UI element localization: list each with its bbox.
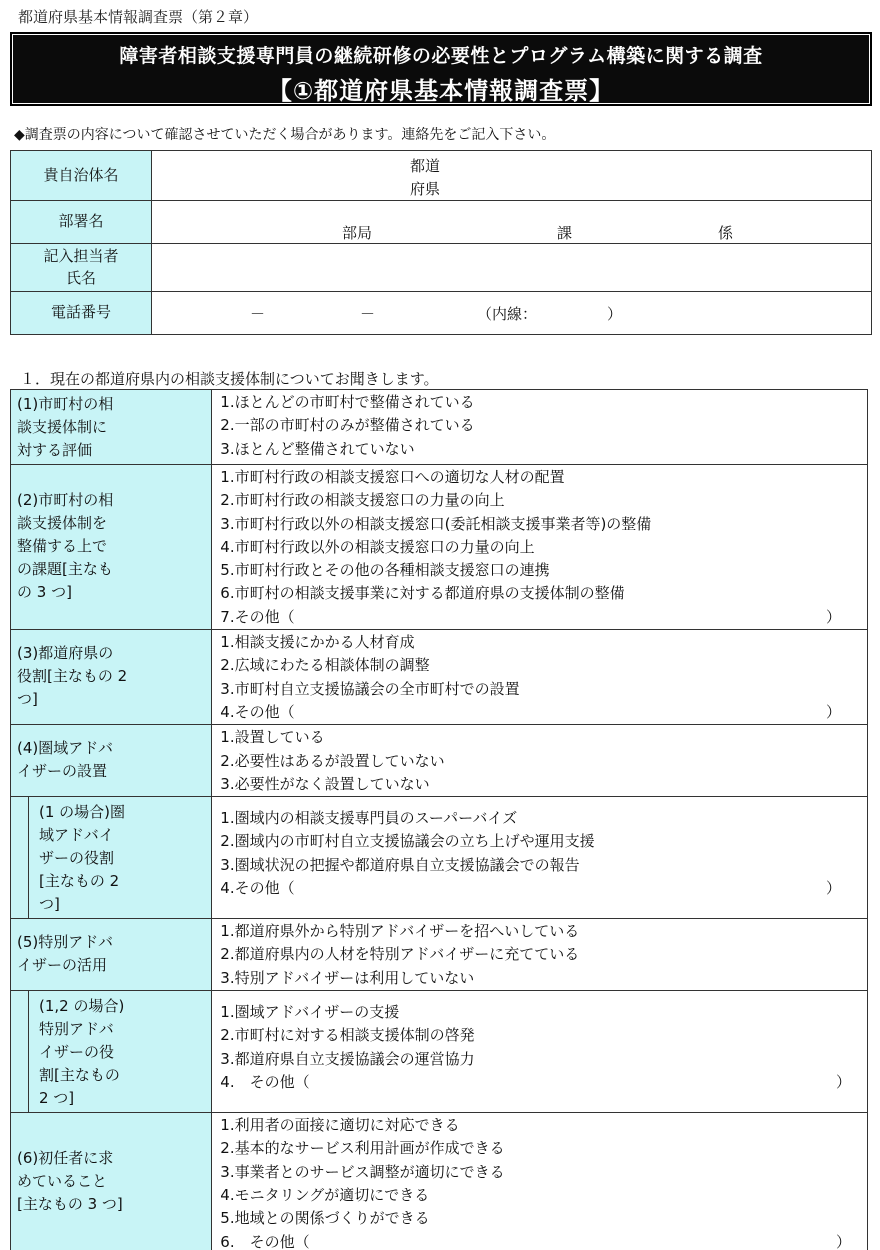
municipality-field[interactable] <box>152 151 872 201</box>
question-label: (5)特別アドバ イザーの活用 <box>11 919 212 991</box>
option-item[interactable]: 6.市町村の相談支援事業に対する都道府県の支援体制の整備 <box>220 584 625 603</box>
extension-open: （内線： <box>477 305 538 323</box>
section1-heading: １．現在の都道府県内の相談支援体制についてお聞きします。 <box>20 370 439 388</box>
sub-question-row <box>11 991 868 1113</box>
option-list <box>212 991 868 1113</box>
question-label: (6)初任者に求 めていること [主なもの 3 つ] <box>11 1113 212 1250</box>
phone-dash-2: － <box>360 305 376 323</box>
option-item[interactable]: 3.市町村自立支援協議会の全市町村での設置 <box>220 679 520 698</box>
option-item[interactable]: 5.地域との関係づくりができる <box>220 1209 430 1228</box>
question-row <box>11 630 868 725</box>
option-item[interactable]: 2.圏域内の市町村自立支援協議会の立ち上げや運用支援 <box>220 832 595 851</box>
option-list <box>212 465 868 630</box>
option-list <box>212 919 868 991</box>
phone-label: 電話番号 <box>11 292 152 335</box>
option-item[interactable]: 3.事業者とのサービス調整が適切にできる <box>220 1162 505 1181</box>
question-row <box>11 465 868 630</box>
municipality-label: 貴自治体名 <box>11 151 152 201</box>
unit-label: 係 <box>718 224 734 242</box>
option-item[interactable]: 3.特別アドバイザーは利用していない <box>220 968 475 987</box>
sub-question-row <box>11 797 868 919</box>
prefecture-suffix-2: 府県 <box>410 180 441 198</box>
question-row <box>11 390 868 465</box>
chapter-label: 都道府県基本情報調査票（第２章） <box>18 8 259 26</box>
contact-note: ◆調査票の内容について確認させていただく場合があります。連絡先をご記入下さい。 <box>14 127 556 143</box>
option-other[interactable]: 4. その他（ ） <box>220 1072 851 1091</box>
option-item[interactable]: 4.モニタリングが適切にできる <box>220 1185 430 1204</box>
option-item[interactable]: 3.必要性がなく設置していない <box>220 774 430 793</box>
option-other[interactable]: 4.その他（ ） <box>220 702 841 721</box>
survey-title: 障害者相談支援専門員の継続研修の必要性とプログラム構築に関する調査 <box>119 45 763 67</box>
person-label-line1: 記入担当者 <box>43 246 119 265</box>
option-list <box>212 725 868 797</box>
department-label: 部署名 <box>11 201 152 244</box>
survey-subtitle: 【①都道府県基本情報調査票】 <box>267 77 615 105</box>
option-item[interactable]: 1.圏域内の相談支援専門員のスーパーバイズ <box>220 809 518 828</box>
sub-question-label: (1,2 の場合) 特別アドバ イザーの役 割[主なもの 2 つ] <box>29 991 212 1113</box>
option-item[interactable]: 3.ほとんど整備されていない <box>220 439 415 458</box>
option-item[interactable]: 1.利用者の面接に適切に対応できる <box>220 1116 460 1135</box>
option-other[interactable]: 7.その他（ ） <box>220 607 841 626</box>
option-list <box>212 797 868 919</box>
option-item[interactable]: 2.基本的なサービス利用計画が作成できる <box>220 1139 505 1158</box>
option-item[interactable]: 2.一部の市町村のみが整備されている <box>220 416 475 435</box>
option-item[interactable]: 2.市町村に対する相談支援体制の啓発 <box>220 1026 475 1045</box>
option-other[interactable]: 4.その他（ ） <box>220 879 841 898</box>
option-item[interactable]: 4.市町村行政以外の相談支援窓口の力量の向上 <box>220 537 535 556</box>
indent-spacer <box>11 797 29 919</box>
option-item[interactable]: 2.必要性はあるが設置していない <box>220 751 445 770</box>
question-label: (1)市町村の相 談支援体制に 対する評価 <box>11 390 212 465</box>
indent-spacer <box>11 991 29 1113</box>
survey-title-banner <box>10 32 872 106</box>
option-item[interactable]: 2.市町村行政の相談支援窓口の力量の向上 <box>220 491 505 510</box>
option-list <box>212 630 868 725</box>
question-table <box>10 389 868 1250</box>
option-list <box>212 390 868 465</box>
option-list <box>212 1113 868 1250</box>
question-label: (2)市町村の相 談支援体制を 整備する上で の課題[主なも の 3 つ] <box>11 465 212 630</box>
prefecture-suffix-1: 都道 <box>410 157 441 175</box>
phone-dash-1: － <box>250 305 266 323</box>
option-item[interactable]: 1.市町村行政の相談支援窓口への適切な人材の配置 <box>220 468 565 486</box>
department-field[interactable] <box>152 201 872 244</box>
person-label <box>11 244 152 292</box>
sub-question-label: (1 の場合)圏 域アドバイ ザーの役割 [主なもの 2 つ] <box>29 797 212 919</box>
phone-field[interactable] <box>152 292 872 335</box>
option-other[interactable]: 6. その他（ ） <box>220 1232 851 1250</box>
option-item[interactable]: 1.設置している <box>220 728 325 747</box>
question-row <box>11 919 868 991</box>
bureau-label: 部局 <box>342 224 373 242</box>
option-item[interactable]: 1.相談支援にかかる人材育成 <box>220 633 415 652</box>
section-label: 課 <box>557 224 573 242</box>
option-item[interactable]: 2.広域にわたる相談体制の調整 <box>220 656 430 675</box>
option-item[interactable]: 3.市町村行政以外の相談支援窓口(委託相談支援事業者等)の整備 <box>220 514 652 533</box>
option-item[interactable]: 3.圏域状況の把握や都道府県自立支援協議会での報告 <box>220 855 580 874</box>
option-item[interactable]: 5.市町村行政とその他の各種相談支援窓口の連携 <box>220 561 550 580</box>
question-label: (3)都道府県の 役割[主なもの 2 つ] <box>11 630 212 725</box>
person-label-line2: 氏名 <box>65 268 96 287</box>
contact-table <box>10 150 872 335</box>
option-item[interactable]: 1.都道府県外から特別アドバイザーを招へいしている <box>220 922 580 941</box>
question-row <box>11 725 868 797</box>
option-item[interactable]: 3.都道府県自立支援協議会の運営協力 <box>220 1049 475 1068</box>
option-item[interactable]: 1.ほとんどの市町村で整備されている <box>220 393 475 411</box>
person-field[interactable] <box>152 244 872 292</box>
extension-close: ） <box>607 305 623 323</box>
question-row <box>11 1113 868 1250</box>
question-label: (4)圏域アドバ イザーの設置 <box>11 725 212 797</box>
option-item[interactable]: 2.都道府県内の人材を特別アドバイザーに充てている <box>220 945 580 964</box>
option-item[interactable]: 1.圏域アドバイザーの支援 <box>220 1003 400 1022</box>
